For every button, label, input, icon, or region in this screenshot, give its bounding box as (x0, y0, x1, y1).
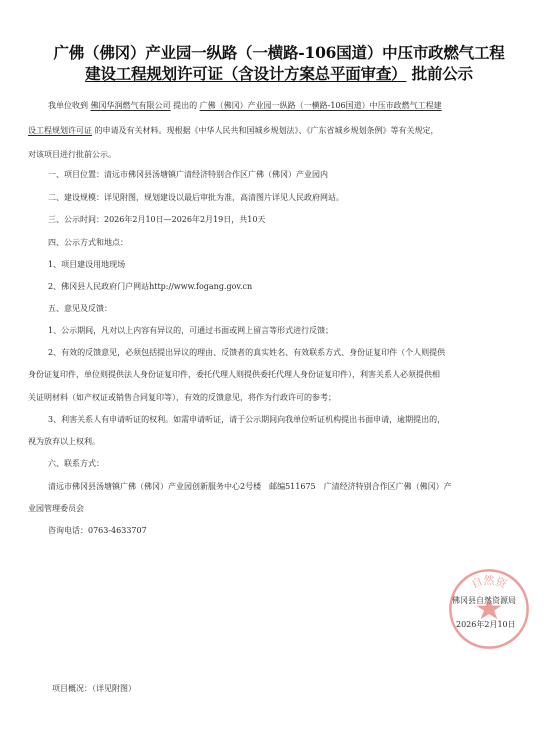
title-line-2 (20, 64, 538, 84)
contact-address-line-1: 清远市佛冈县汤塘镇广佛（佛冈）产业园创新服务中心2号楼 邮编511675 广清经济特别合作区广佛（佛冈）产 (48, 482, 452, 491)
item-feedback-2-line-1: 2、有效的反馈意见，必须包括提出异议的理由、反馈者的真实姓名、有效联系方式、身份证复印件（个人则提供 (48, 348, 446, 357)
signature-org: 佛冈县自然资源局 (452, 596, 516, 605)
intro-line-2 (28, 122, 540, 139)
item-period: 三、公示时间：2026年2月10日—2026年2月19日，共10天 (48, 215, 266, 224)
item-feedback-2-line-2: 身份证复印件，单位则提供法人身份证复印件，委托代理人则提供委托代理人身份证复印件），利害关系人必须提供相 (28, 370, 440, 379)
seal-text: 自然资 (469, 573, 509, 591)
intro-text: 我单位收到 (48, 101, 88, 110)
item-contact-head: 六、联系方式： (48, 459, 104, 468)
item-method-2: 2、佛冈县人民政府门户网站http://www.fogang.gov.cn (48, 282, 253, 291)
item-feedback-3-line-2: 视为放弃以上权利。 (28, 437, 100, 446)
item-feedback-3-line-1: 3、利害关系人有申请听证的权利。如需申请听证，请于公示期间向我单位听证机构提出书面申请，逾期提出的， (48, 415, 446, 424)
title-line-1: 广佛（佛冈）产业园一纵路（一横路-106国道）中压市政燃气工程 (53, 43, 505, 62)
project-overview: 项目概况：（详见附图） (52, 684, 136, 693)
item-method-1: 1、项目建设用地现场 (48, 260, 126, 269)
intro-text: 提出的 (173, 101, 198, 110)
item-feedback-1: 1、公示期间，凡对以上内容有异议的，可通过书面或网上留言等形式进行反馈； (48, 326, 334, 335)
intro-line-3: 对该项目进行批前公示。 (28, 150, 116, 159)
item-content: 二、建设规模：详见附图，规划建设以最后审批为准，高清图片详见人民政府网站。 (48, 193, 344, 202)
official-seal (447, 567, 531, 651)
signature-date: 2026年2月10日 (456, 620, 516, 629)
item-feedback-head: 五、意见及反馈： (48, 304, 112, 313)
permit-type: 设工程规划许可证 (28, 126, 92, 135)
contact-phone: 咨询电话：0763-4633707 (48, 526, 147, 535)
applicant-company: 佛冈华润燃气有限公司 (90, 101, 171, 110)
item-methods-head: 四、公示方式和地点： (48, 238, 128, 247)
intro-text: 的申请及有关材料。现根据《中华人民共和国城乡规划法》、《广东省城乡规划条例》等有关规定， (94, 126, 439, 135)
item-location: 一、项目位置：清远市佛冈县汤塘镇广清经济特别合作区广佛（佛冈）产业园内 (48, 170, 328, 179)
title-permit-name: 建设工程规划许可证（含设计方案总平面审查） (85, 64, 407, 83)
project-name: 广佛（佛冈）产业园一纵路（一横路-106国道）中压市政燃气工程建 (199, 101, 442, 110)
title-suffix: 批前公示 (411, 64, 473, 83)
item-feedback-2-line-3: 关证明材料（如产权证或销售合同复印等），有效的反馈意见，将作为行政许可的参考； (28, 393, 336, 402)
intro-line-1 (48, 97, 540, 114)
contact-address-line-2: 业园管理委员会 (28, 504, 84, 513)
